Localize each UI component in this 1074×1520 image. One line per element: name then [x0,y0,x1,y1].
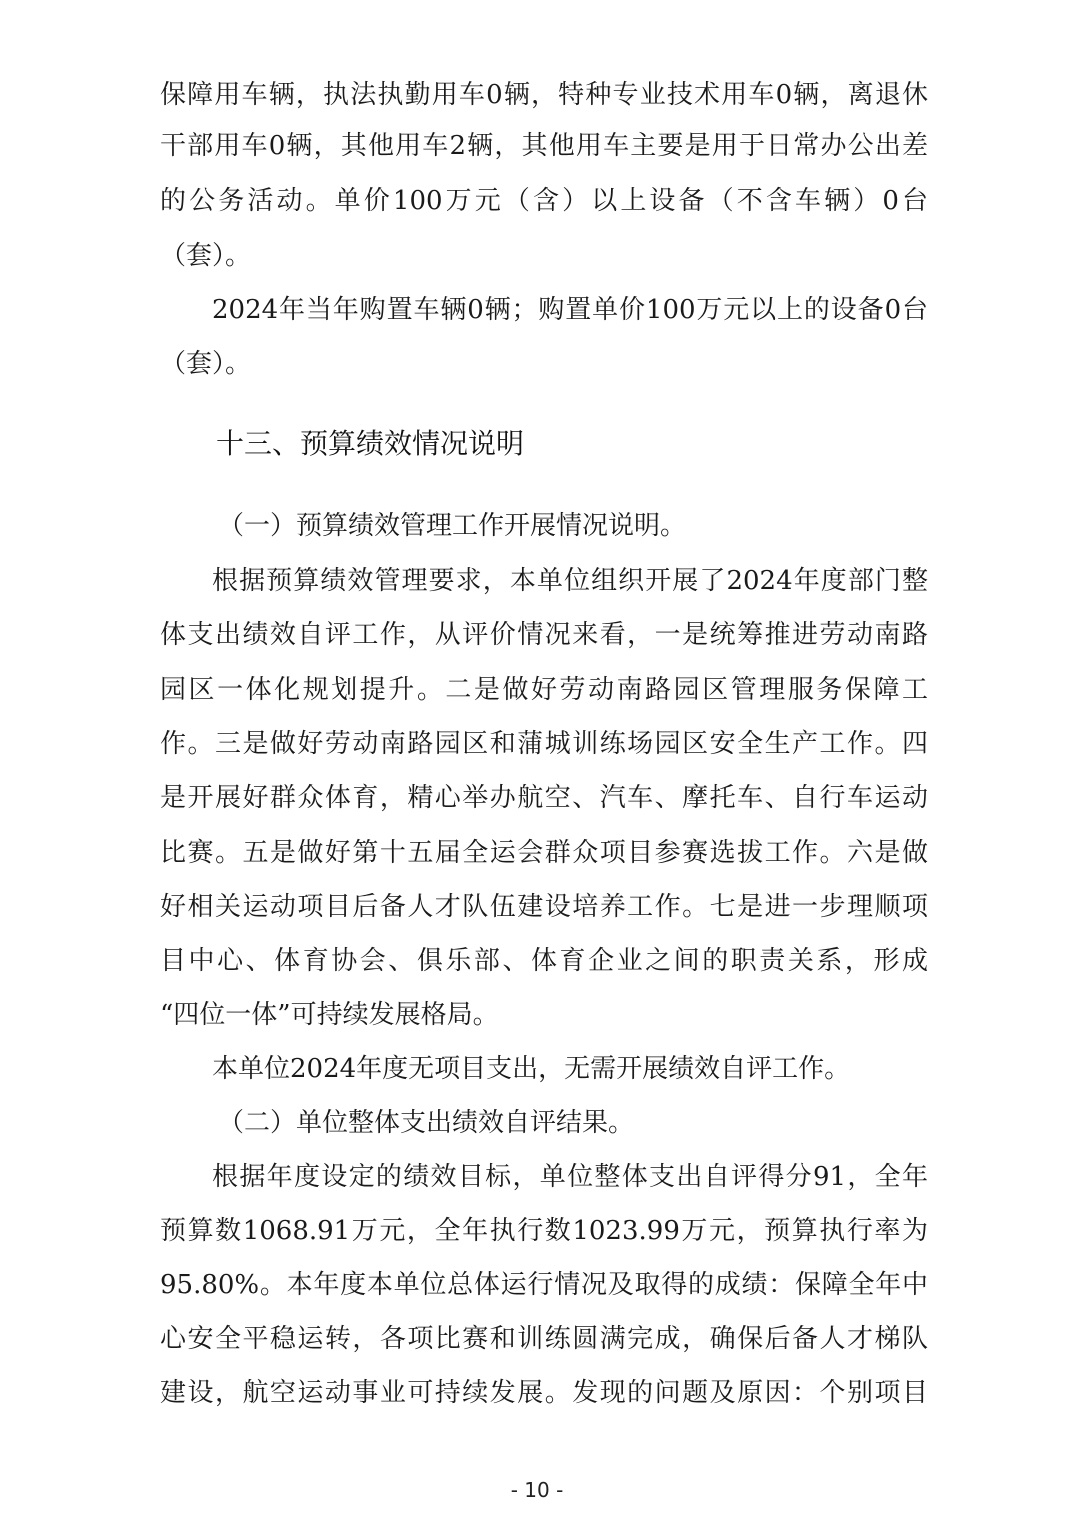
paragraph-line: 作。三是做好劳动南路园区和蒲城训练场园区安全生产工作。四 [160,729,928,759]
paragraph-line: （套）。 [160,241,252,271]
paragraph-line: 根据预算绩效管理要求，本单位组织开展了2024年度部门整 [212,566,928,596]
paragraph-line: 园区一体化规划提升。二是做好劳动南路园区管理服务保障工 [160,675,928,705]
paragraph-line: 好相关运动项目后备人才队伍建设培养工作。七是进一步理顺项 [160,892,928,922]
paragraph-line: 比赛。五是做好第十五届全运会群众项目参赛选拔工作。六是做 [160,838,928,868]
paragraph-line: 根据年度设定的绩效目标，单位整体支出自评得分91，全年 [212,1162,928,1192]
paragraph-line: （套）。 [160,349,252,379]
paragraph-line: 建设，航空运动事业可持续发展。发现的问题及原因：个别项目 [160,1378,928,1408]
subsection-heading: （一）预算绩效管理工作开展情况说明。 [218,511,687,541]
paragraph-line: 保障用车辆，执法执勤用车0辆，特种专业技术用车0辆，离退休 [160,80,928,110]
paragraph-line: 是开展好群众体育，精心举办航空、汽车、摩托车、自行车运动 [160,783,928,813]
paragraph-line: 2024年当年购置车辆0辆；购置单价100万元以上的设备0台 [212,295,928,325]
subsection-heading: （二）单位整体支出绩效自评结果。 [218,1108,635,1138]
paragraph-line: “四位一体”可持续发展格局。 [160,1000,499,1030]
paragraph-line: 95.80%。本年度本单位总体运行情况及取得的成绩：保障全年中 [160,1270,928,1300]
paragraph-line: 本单位2024年度无项目支出，无需开展绩效自评工作。 [212,1054,851,1084]
paragraph-line: 体支出绩效自评工作，从评价情况来看，一是统筹推进劳动南路 [160,620,928,650]
paragraph-line: 心安全平稳运转，各项比赛和训练圆满完成，确保后备人才梯队 [160,1324,928,1354]
paragraph-line: 的公务活动。单价100万元（含）以上设备（不含车辆）0台 [160,186,928,216]
paragraph-line: 预算数1068.91万元，全年执行数1023.99万元，预算执行率为 [160,1216,928,1246]
paragraph-line: 干部用车0辆，其他用车2辆，其他用车主要是用于日常办公出差 [160,131,928,161]
section-heading: 十三、预算绩效情况说明 [216,427,525,460]
paragraph-line: 目中心、体育协会、俱乐部、体育企业之间的职责关系，形成 [160,946,928,976]
page-number: - 10 - [510,1478,564,1502]
